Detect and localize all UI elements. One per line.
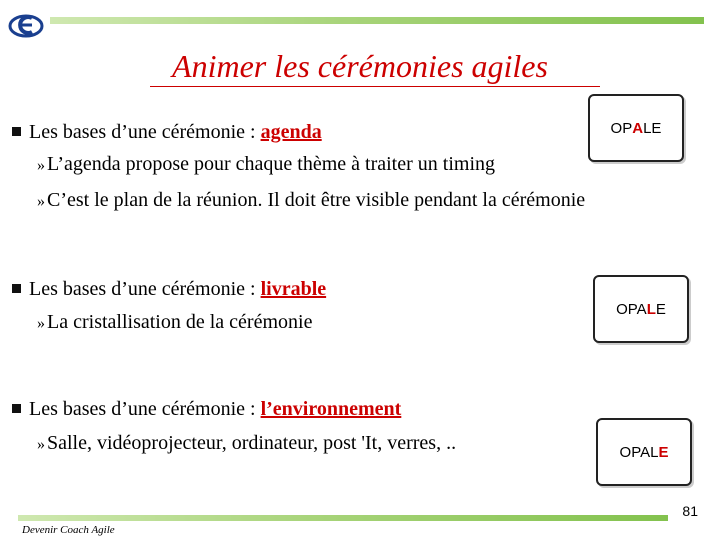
section-keyword: l’environnement xyxy=(260,398,402,420)
section-keyword: agenda xyxy=(260,121,322,143)
slide-title: Animer les cérémonies agiles xyxy=(172,48,548,84)
title-underline xyxy=(150,86,600,87)
footer-text: Devenir Coach Agile xyxy=(22,524,115,536)
chevron-right-icon: » xyxy=(37,315,45,332)
section-lead: Les bases d’une cérémonie : xyxy=(29,278,261,300)
bottom-bar xyxy=(18,515,668,521)
bullet-square-icon xyxy=(12,404,21,413)
page-number: 81 xyxy=(682,503,698,519)
chevron-right-icon: » xyxy=(37,436,45,453)
section-keyword: livrable xyxy=(260,278,327,300)
top-bar xyxy=(50,17,704,24)
bullet-square-icon xyxy=(12,284,21,293)
list-item: » L’agenda propose pour chaque thème à traiter un timing xyxy=(37,153,495,175)
list-item: » Salle, vidéoprojecteur, ordinateur, post 'It, verres, .. xyxy=(37,432,457,454)
opale-box: OPAL E xyxy=(596,418,692,486)
section-agenda xyxy=(12,119,322,145)
section-lead: Les bases d’une cérémonie : xyxy=(29,398,261,420)
opale-box: OPA L E xyxy=(593,275,689,343)
section-environnement xyxy=(12,396,401,422)
section-livrable xyxy=(12,276,326,302)
logo-icon xyxy=(8,6,50,42)
opale-box: OP A LE xyxy=(588,94,684,162)
section-lead: Les bases d’une cérémonie : xyxy=(29,121,261,143)
bullet-square-icon xyxy=(12,127,21,136)
chevron-right-icon: » xyxy=(37,193,45,210)
list-item: » La cristallisation de la cérémonie xyxy=(37,311,313,333)
list-item: » C’est le plan de la réunion. Il doit être visible pendant la cérémonie xyxy=(37,189,586,211)
chevron-right-icon: » xyxy=(37,157,45,174)
